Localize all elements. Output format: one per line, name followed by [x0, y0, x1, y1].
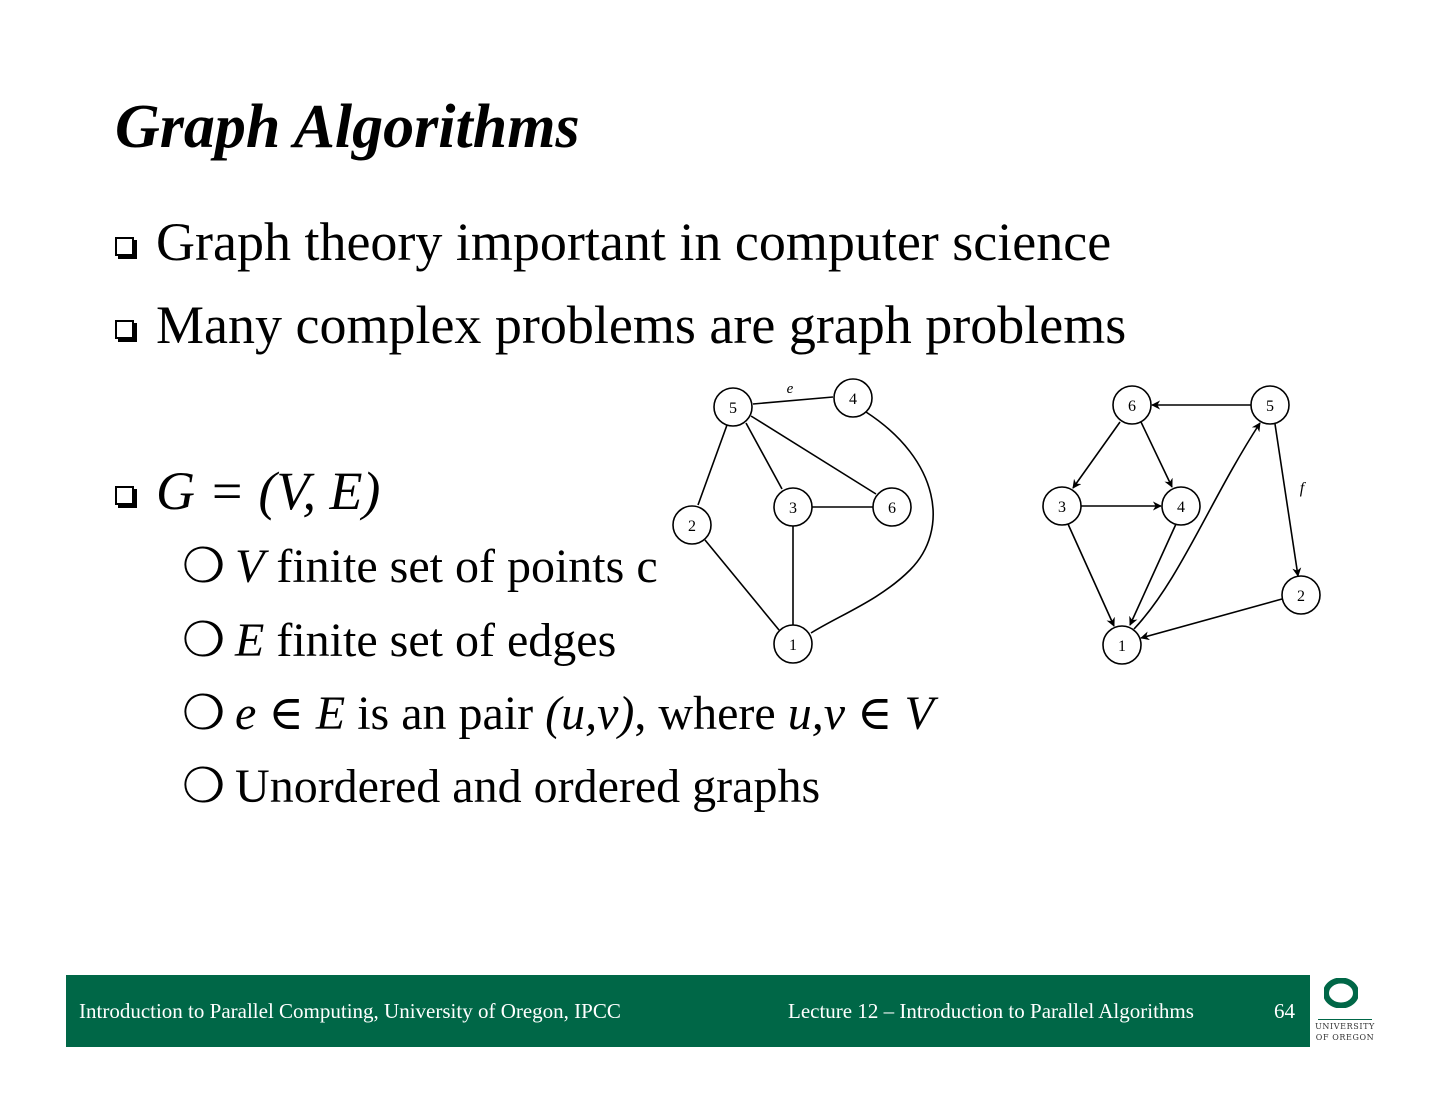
- node-label: 4: [849, 391, 857, 408]
- graph-node: [1113, 386, 1151, 424]
- node-label: 4: [1177, 499, 1185, 516]
- university-logo: [1310, 975, 1380, 1047]
- bullet-definition: [115, 461, 381, 521]
- pair-tuple: (u,v): [545, 687, 635, 740]
- pair-where: , where: [634, 687, 788, 740]
- logo-text-line1: UNIVERSITY: [1315, 1022, 1375, 1031]
- footer-lecture: Lecture 12 – Introduction to Parallel Algorithms: [788, 999, 1194, 1023]
- graph-node: [774, 625, 812, 663]
- edge-5-6: [751, 416, 876, 494]
- edge-2-1: [705, 540, 779, 630]
- page-number: 64: [1274, 999, 1295, 1023]
- node-label: 1: [789, 637, 797, 654]
- node-label: 3: [789, 500, 797, 517]
- sub-item-graph-types: [182, 760, 821, 813]
- graph-node: [1282, 576, 1320, 614]
- graph-node: [1103, 626, 1141, 664]
- sub-item-vertices: [182, 540, 658, 593]
- graph-illustrations: [662, 372, 1342, 672]
- circle-bullet-icon: ❍: [182, 687, 226, 740]
- sub-item-pair: [182, 687, 934, 740]
- graph-node: [774, 488, 812, 526]
- edge-6-3: [1073, 422, 1120, 488]
- sub-item-var: E: [235, 614, 265, 667]
- footer-course: Introduction to Parallel Computing, University of Oregon, IPCC: [79, 999, 621, 1023]
- oregon-o-icon: [1324, 978, 1358, 1008]
- pair-membership: u,v ∈ V: [787, 687, 934, 740]
- node-label: 6: [888, 500, 896, 517]
- edge-1-5: [1134, 423, 1260, 629]
- square-bullet-icon: [115, 237, 134, 256]
- bullet-complex-problems: [115, 295, 1127, 355]
- bullet-graph-theory: [115, 212, 1112, 272]
- square-bullet-icon: [115, 486, 134, 505]
- graph-node: [834, 379, 872, 417]
- edge-4-1: [811, 412, 933, 633]
- circle-bullet-icon: ❍: [182, 760, 226, 813]
- bullet-text: Graph theory important in computer science: [156, 212, 1112, 272]
- sub-item-text: Unordered and ordered graphs: [235, 760, 821, 813]
- logo-divider: [1318, 1019, 1372, 1020]
- sub-item-text: finite set of edges: [264, 614, 617, 667]
- edge-5-4: [753, 397, 833, 404]
- edge-2-1: [1141, 599, 1282, 638]
- graph-node: [873, 488, 911, 526]
- node-label: 3: [1058, 499, 1066, 516]
- undirected-graph: [673, 379, 933, 663]
- graph-node: [714, 388, 752, 426]
- edge-label-f: f: [1299, 480, 1305, 497]
- directed-graph: [1043, 386, 1320, 664]
- square-bullet-icon: [115, 320, 134, 339]
- node-label: 2: [688, 518, 696, 535]
- pair-text: is an pair: [345, 687, 546, 740]
- edge-label-e: e: [786, 381, 794, 397]
- sub-item-var: V: [235, 540, 265, 593]
- graph-node: [1162, 487, 1200, 525]
- edge-4-1: [1130, 524, 1176, 625]
- graph-node: [1043, 487, 1081, 525]
- edge-6-4: [1141, 422, 1172, 487]
- footer-bar: [66, 975, 1310, 1047]
- circle-bullet-icon: ❍: [182, 614, 226, 667]
- slide-title: Graph Algorithms: [115, 93, 580, 161]
- graph-node: [673, 506, 711, 544]
- sub-item-text: finite set of points c: [264, 540, 658, 593]
- node-label: 6: [1128, 398, 1136, 415]
- definition-text: G = (V, E): [156, 461, 381, 521]
- node-label: 2: [1297, 588, 1305, 605]
- edge-5-2: [1275, 424, 1298, 576]
- bullet-text: Many complex problems are graph problems: [156, 295, 1127, 355]
- graph-node: [1251, 386, 1289, 424]
- edge-3-1: [1068, 524, 1114, 626]
- node-label: 5: [1266, 398, 1274, 415]
- node-label: 5: [729, 400, 737, 417]
- logo-text-line2: OF OREGON: [1315, 1033, 1375, 1042]
- edge-5-2: [698, 425, 727, 505]
- sub-item-edges: [182, 614, 617, 667]
- pair-element: e ∈ E: [235, 687, 346, 740]
- node-label: 1: [1118, 638, 1126, 655]
- circle-bullet-icon: ❍: [182, 540, 226, 593]
